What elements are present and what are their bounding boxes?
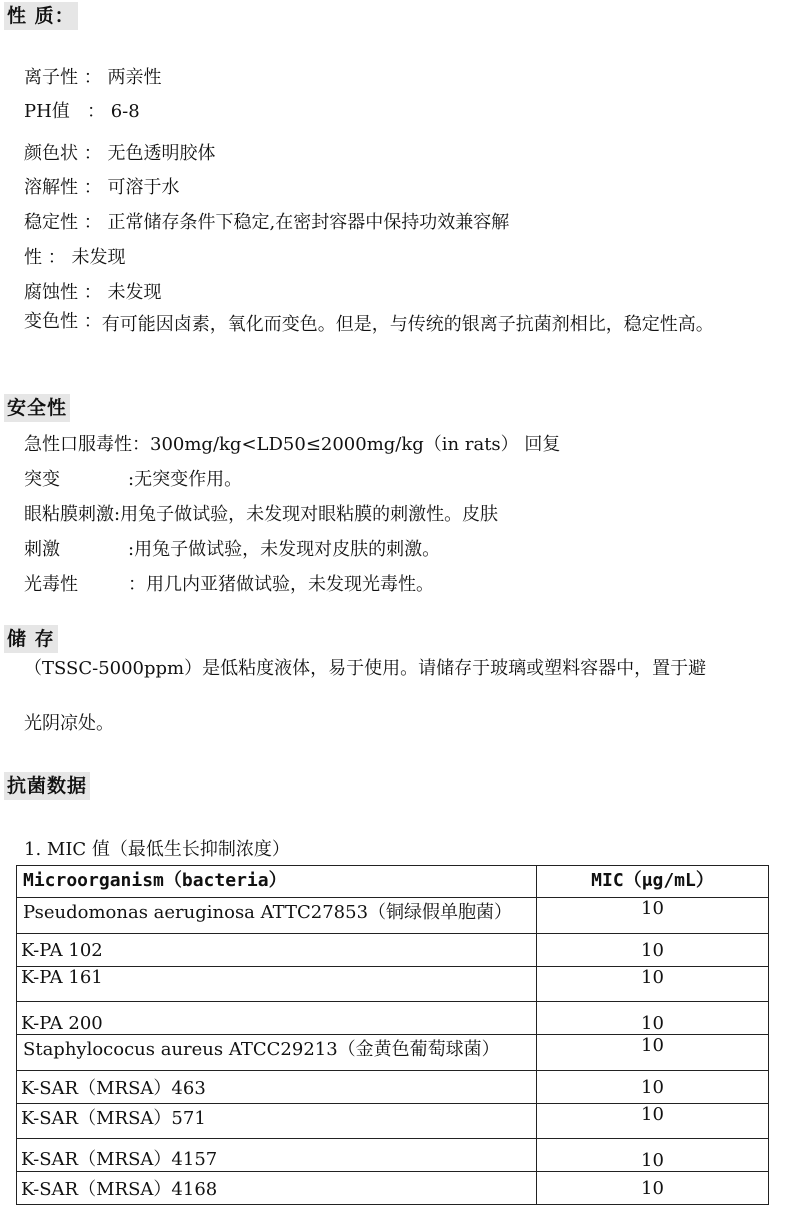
cell-organism: Pseudomonas aeruginosa ATTC27853（铜绿假单胞菌） — [17, 898, 537, 934]
storage-line-2: 光阴凉处。 — [24, 713, 114, 734]
safety-title: 安全性 — [4, 394, 70, 422]
cell-organism: K-PA 200 — [17, 1002, 537, 1035]
safety-value: ：用几内亚猪做试验，未发现光毒性。 — [128, 574, 434, 595]
property-value: 6-8 — [110, 101, 140, 122]
table-row — [17, 898, 769, 934]
table-row — [17, 1104, 769, 1139]
property-row-misc — [24, 246, 125, 270]
cell-organism: Staphylococus aureus ATCC29213（金黄色葡萄球菌） — [17, 1035, 537, 1071]
cell-mic: 10 — [537, 898, 769, 934]
safety-row-mutation — [24, 468, 242, 492]
safety-value: :用兔子做试验，未发现对皮肤的刺激。 — [128, 539, 441, 560]
cell-mic: 10 — [537, 967, 769, 1002]
cell-mic: 10 — [537, 1104, 769, 1139]
cell-mic: 10 — [537, 1139, 769, 1172]
property-value: 可溶于水 — [107, 177, 180, 198]
property-label: 性 ： — [24, 247, 66, 268]
mic-table — [16, 865, 769, 1205]
safety-label: 眼粘膜刺激 — [24, 504, 114, 525]
table-row — [17, 967, 769, 1002]
safety-label: 刺激 — [24, 539, 60, 560]
safety-row-skin-irritation — [24, 538, 440, 562]
property-label: 稳定性 ： — [24, 212, 102, 233]
table-row — [17, 1002, 769, 1035]
storage-title: 储 存 — [4, 625, 58, 653]
safety-row-phototoxicity — [24, 573, 434, 597]
table-row — [17, 1035, 769, 1071]
table-row — [17, 1172, 769, 1205]
header-mic: MIC（μg/mL） — [537, 866, 769, 898]
cell-organism: K-SAR（MRSA）4168 — [17, 1172, 537, 1205]
property-label: 颜色状 ： — [24, 143, 102, 164]
property-row-color — [24, 142, 215, 166]
property-row-ph — [24, 100, 140, 124]
property-value: 有可能因卤素，氧化而变色。但是，与传统的银离子抗菌剂相比，稳定性高。 — [101, 314, 714, 335]
cell-organism: K-SAR（MRSA）571 — [17, 1104, 537, 1139]
property-row-ionic — [24, 66, 161, 90]
cell-organism: K-PA 161 — [17, 967, 537, 1002]
safety-value: 300mg/kg<LD50≤2000mg/kg（in rats） 回复 — [150, 434, 561, 455]
table-row — [17, 1139, 769, 1172]
mic-subtitle: 1. MIC 值（最低生长抑制浓度） — [24, 839, 290, 860]
cell-organism: K-SAR（MRSA）463 — [17, 1071, 537, 1104]
property-value: 无色透明胶体 — [107, 143, 216, 164]
property-row-solubility — [24, 176, 179, 200]
property-label: 变色性 ： — [24, 311, 102, 332]
property-row-corrosion — [24, 281, 161, 305]
properties-title: 性 质： — [4, 2, 78, 30]
property-value: 未发现 — [71, 247, 126, 268]
cell-mic: 10 — [537, 1002, 769, 1035]
property-value: 正常储存条件下稳定,在密封容器中保持功效兼容解 — [107, 212, 510, 233]
safety-value: :无突变作用。 — [128, 469, 243, 490]
safety-label: 突变 — [24, 469, 60, 490]
safety-row-oral-toxicity — [24, 433, 560, 457]
table-row — [17, 934, 769, 967]
cell-mic: 10 — [537, 1035, 769, 1071]
safety-row-eye-irritation — [24, 503, 498, 527]
cell-organism: K-SAR（MRSA）4157 — [17, 1139, 537, 1172]
property-label: PH值 ： — [24, 101, 105, 122]
property-label: 腐蚀性 ： — [24, 282, 102, 303]
cell-organism: K-PA 102 — [17, 934, 537, 967]
header-microorganism: Microorganism（bacteria） — [17, 866, 537, 898]
cell-mic: 10 — [537, 1071, 769, 1104]
table-header-row — [17, 866, 769, 898]
property-label: 溶解性 ： — [24, 177, 102, 198]
property-row-stability — [24, 211, 509, 235]
property-row-discoloration — [24, 310, 800, 339]
table-row — [17, 1071, 769, 1104]
storage-line-1: （TSSC-5000ppm）是低粘度液体，易于使用。请储存于玻璃或塑料容器中，置于避 — [24, 658, 707, 679]
cell-mic: 10 — [537, 934, 769, 967]
safety-label: 光毒性 — [24, 574, 78, 595]
property-value: 两亲性 — [107, 67, 162, 88]
property-label: 离子性 ： — [24, 67, 102, 88]
cell-mic: 10 — [537, 1172, 769, 1205]
property-value: 未发现 — [107, 282, 162, 303]
antibacterial-title: 抗菌数据 — [4, 772, 90, 800]
safety-label: 急性口服毒性： — [24, 434, 150, 455]
safety-value: :用兔子做试验，未发现对眼粘膜的刺激性。皮肤 — [114, 504, 499, 525]
